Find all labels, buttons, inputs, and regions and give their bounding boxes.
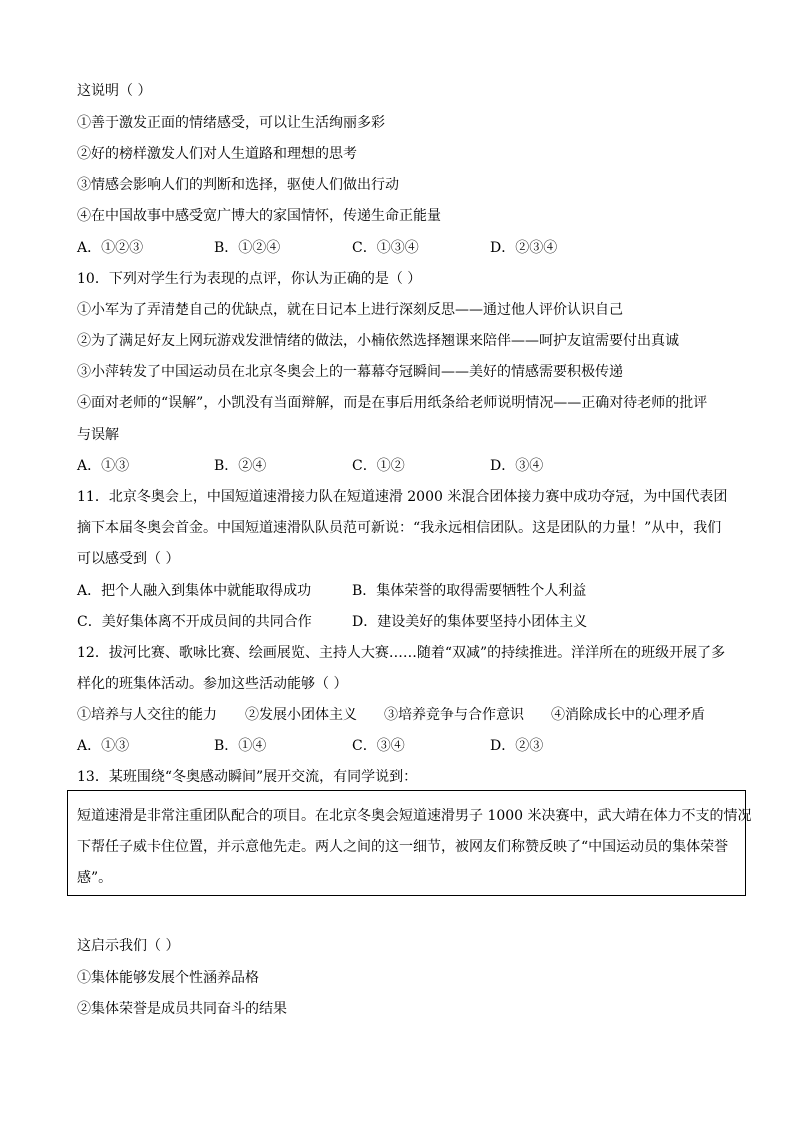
q12-statement-2: ②发展小团体主义 bbox=[245, 707, 357, 723]
q11-option-d[interactable]: D．建设美好的集体要坚持小团体主义 bbox=[352, 614, 588, 630]
q9-option-c[interactable]: C．①③④ bbox=[352, 240, 419, 256]
q11-option-c[interactable]: C．美好集体离不开成员间的共同合作 bbox=[77, 614, 312, 630]
q13-stem: 13．某班围绕“冬奥感动瞬间”展开交流，有同学说到： bbox=[77, 769, 418, 785]
q11-stem-line-2: 摘下本届冬奥会首金。中国短道速滑队队员范可新说：“我永远相信团队。这是团队的力量！”从中，我们 bbox=[77, 520, 722, 536]
q11-option-a[interactable]: A．把个人融入到集体中就能取得成功 bbox=[77, 583, 312, 599]
q12-option-d[interactable]: D．②③ bbox=[490, 738, 544, 754]
q13-statement-1: ①集体能够发展个性涵养品格 bbox=[77, 970, 259, 986]
q10-statement-4: ④面对老师的“误解”，小凯没有当面辩解，而是在事后用纸条给老师说明情况——正确对待老师的批评 bbox=[77, 395, 708, 411]
q13-prompt: 这启示我们（ ） bbox=[77, 938, 180, 954]
q13-material-box bbox=[67, 790, 752, 896]
q10-statement-3: ③小萍转发了中国运动员在北京冬奥会上的一幕幕夺冠瞬间——美好的情感需要积极传递 bbox=[77, 364, 623, 380]
q9-statement-3: ③情感会影响人们的判断和选择，驱使人们做出行动 bbox=[77, 177, 399, 193]
q12-option-a[interactable]: A．①③ bbox=[77, 738, 130, 754]
q13-statement-2: ②集体荣誉是成员共同奋斗的结果 bbox=[77, 1001, 287, 1017]
q10-option-a[interactable]: A．①③ bbox=[77, 458, 130, 474]
q11-stem-line-1: 11．北京冬奥会上，中国短道速滑接力队在短道速滑 2000 米混合团体接力赛中成功夺冠，为中国代表团 bbox=[77, 489, 728, 505]
q9-stem-tail: 这说明（ ） bbox=[77, 83, 152, 99]
q11-option-b[interactable]: B．集体荣誉的取得需要牺牲个人利益 bbox=[352, 583, 587, 599]
q12-stem-line-2: 样化的班集体活动。参加这些活动能够（ ） bbox=[77, 676, 348, 692]
q12-statement-4: ④消除成长中的心理矛盾 bbox=[551, 707, 705, 723]
q9-option-d[interactable]: D．②③④ bbox=[490, 240, 558, 256]
q12-option-c[interactable]: C．③④ bbox=[352, 738, 405, 754]
q9-statement-4: ④在中国故事中感受宽广博大的家国情怀，传递生命正能量 bbox=[77, 208, 441, 224]
q10-statement-4-cont: 与误解 bbox=[77, 427, 119, 443]
q12-statement-1: ①培养与人交往的能力 bbox=[77, 707, 217, 723]
q13-material-line-3: 感”。 bbox=[77, 870, 113, 886]
q10-option-b[interactable]: B．②④ bbox=[214, 458, 267, 474]
q13-material-line-2: 下帮任子威卡住位置，并示意他先走。两人之间的这一细节，被网友们称赞反映了“中国运动员的集体荣誉 bbox=[77, 839, 729, 855]
q10-option-d[interactable]: D．③④ bbox=[490, 458, 544, 474]
q13-material-line-1: 短道速滑是非常注重团队配合的项目。在北京冬奥会短道速滑男子 1000 米决赛中，武大靖在体力不支的情况 bbox=[77, 808, 752, 824]
q12-statement-3: ③培养竞争与合作意识 bbox=[384, 707, 524, 723]
q9-statement-1: ①善于激发正面的情绪感受，可以让生活绚丽多彩 bbox=[77, 115, 385, 131]
q9-option-b[interactable]: B．①②④ bbox=[214, 240, 281, 256]
q9-option-a[interactable]: A．①②③ bbox=[77, 240, 144, 256]
q10-option-c[interactable]: C．①② bbox=[352, 458, 405, 474]
q10-stem: 10．下列对学生行为表现的点评，你认为正确的是（ ） bbox=[77, 271, 422, 287]
q10-statement-1: ①小军为了弄清楚自己的优缺点，就在日记本上进行深刻反思——通过他人评价认识自己 bbox=[77, 302, 623, 318]
q9-statement-2: ②好的榜样激发人们对人生道路和理想的思考 bbox=[77, 146, 357, 162]
q10-statement-2: ②为了满足好友上网玩游戏发泄情绪的做法，小楠依然选择翘课来陪伴——呵护友谊需要付出真诚 bbox=[77, 333, 679, 349]
q12-option-b[interactable]: B．①④ bbox=[214, 738, 267, 754]
q12-stem-line-1: 12．拔河比赛、歌咏比赛、绘画展览、主持人大赛……随着“双减”的持续推进。洋洋所在的班级开展了多 bbox=[77, 645, 726, 661]
q11-stem-line-3: 可以感受到（ ） bbox=[77, 551, 180, 567]
